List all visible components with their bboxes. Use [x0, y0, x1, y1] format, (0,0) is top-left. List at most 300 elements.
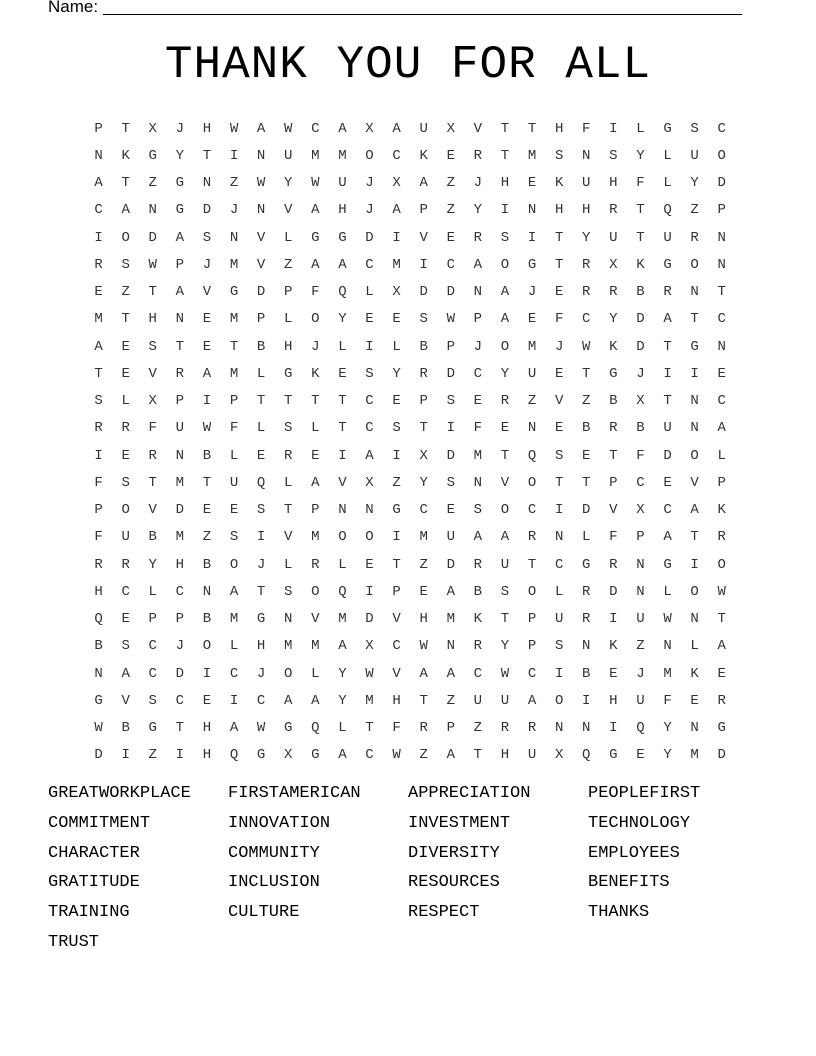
grid-letter: S	[419, 311, 428, 328]
grid-letter: I	[609, 720, 618, 737]
grid-letter: Z	[202, 529, 212, 546]
grid-row	[85, 306, 736, 333]
grid-letter: N	[663, 638, 672, 655]
grid-letter: T	[554, 229, 564, 246]
grid-letter: J	[256, 665, 266, 682]
grid-letter: N	[284, 611, 293, 628]
grid-letter: B	[582, 420, 591, 437]
grid-letter: M	[338, 147, 347, 164]
grid-letter: C	[554, 556, 564, 573]
grid-letter: V	[284, 529, 293, 546]
grid-letter: T	[419, 692, 428, 709]
grid-letter: N	[636, 556, 645, 573]
grid-letter: D	[365, 611, 374, 628]
grid-letter: T	[121, 175, 130, 192]
grid-letter: P	[311, 502, 320, 519]
grid-letter: V	[609, 502, 618, 519]
grid-letter: C	[636, 474, 645, 491]
grid-letter: W	[500, 665, 510, 682]
grid-letter: Q	[527, 447, 537, 464]
grid-letter: Z	[419, 556, 428, 573]
grid-letter: A	[311, 474, 320, 491]
grid-letter: V	[256, 256, 266, 273]
grid-row	[85, 197, 736, 224]
grid-letter: C	[392, 147, 401, 164]
grid-letter: F	[392, 720, 401, 737]
grid-row	[85, 224, 736, 251]
grid-letter: G	[311, 747, 320, 764]
grid-letter: T	[663, 393, 672, 410]
grid-letter: O	[311, 583, 320, 600]
grid-letter: O	[554, 692, 564, 709]
grid-letter: J	[473, 338, 483, 355]
grid-letter: P	[392, 583, 401, 600]
grid-letter: R	[148, 447, 157, 464]
grid-letter: L	[338, 338, 347, 355]
grid-letter: N	[527, 420, 537, 437]
grid-letter: V	[311, 611, 320, 628]
grid-letter: B	[148, 529, 157, 546]
grid-letter: R	[717, 692, 726, 709]
grid-letter: A	[311, 692, 320, 709]
grid-letter: M	[284, 638, 293, 655]
grid-letter: U	[338, 175, 347, 192]
grid-letter: C	[175, 692, 185, 709]
grid-letter: C	[365, 747, 374, 764]
grid-letter: S	[392, 420, 401, 437]
grid-letter: F	[554, 311, 564, 328]
grid-letter: W	[202, 420, 212, 437]
grid-letter: S	[284, 420, 293, 437]
grid-letter: N	[473, 474, 483, 491]
grid-letter: Y	[582, 229, 591, 246]
grid-letter: E	[256, 447, 266, 464]
grid-letter: I	[419, 256, 428, 273]
grid-letter: O	[500, 338, 510, 355]
grid-letter: C	[473, 365, 483, 382]
grid-letter: A	[284, 692, 293, 709]
grid-letter: S	[554, 638, 564, 655]
grid-letter: T	[554, 474, 564, 491]
grid-letter: G	[527, 256, 537, 273]
grid-letter: Q	[663, 202, 672, 219]
grid-letter: C	[311, 120, 320, 137]
grid-letter: O	[365, 147, 374, 164]
grid-letter: V	[500, 474, 510, 491]
grid-letter: N	[446, 638, 455, 655]
grid-letter: X	[636, 393, 645, 410]
grid-letter: T	[121, 120, 130, 137]
grid-letter: K	[473, 611, 483, 628]
grid-letter: U	[609, 229, 618, 246]
grid-letter: E	[690, 692, 699, 709]
grid-letter: I	[500, 202, 510, 219]
word-bank-item: GREATWORKPLACE	[48, 784, 191, 803]
grid-letter: O	[338, 529, 347, 546]
grid-letter: A	[121, 665, 130, 682]
grid-letter: Y	[284, 175, 293, 192]
grid-letter: S	[284, 583, 293, 600]
grid-letter: N	[338, 502, 347, 519]
grid-letter: H	[202, 747, 212, 764]
grid-row	[85, 497, 736, 524]
grid-letter: F	[94, 529, 103, 546]
grid-letter: C	[256, 692, 266, 709]
word-bank-item: INCLUSION	[228, 873, 320, 893]
letter-grid	[85, 115, 736, 769]
grid-letter: A	[392, 202, 401, 219]
grid-letter: E	[500, 420, 510, 437]
grid-letter: D	[175, 665, 185, 682]
grid-letter: B	[582, 665, 591, 682]
grid-letter: O	[121, 502, 130, 519]
grid-letter: E	[717, 365, 726, 382]
grid-letter: G	[148, 720, 157, 737]
grid-letter: U	[527, 747, 537, 764]
grid-letter: L	[663, 175, 672, 192]
grid-letter: U	[636, 692, 645, 709]
grid-letter: W	[392, 747, 401, 764]
grid-letter: Y	[609, 311, 618, 328]
grid-letter: B	[94, 638, 103, 655]
grid-letter: P	[94, 502, 103, 519]
grid-letter: A	[419, 175, 428, 192]
grid-letter: C	[229, 665, 239, 682]
grid-letter: N	[256, 202, 266, 219]
grid-letter: S	[148, 338, 157, 355]
grid-letter: T	[175, 720, 185, 737]
grid-letter: E	[473, 393, 483, 410]
grid-letter: A	[94, 175, 103, 192]
grid-letter: V	[690, 474, 699, 491]
grid-letter: S	[365, 365, 374, 382]
grid-letter: K	[311, 365, 320, 382]
grid-letter: D	[717, 175, 726, 192]
grid-letter: T	[582, 474, 591, 491]
grid-row	[85, 606, 736, 633]
grid-letter: Y	[148, 556, 157, 573]
grid-letter: D	[256, 284, 266, 301]
word-bank-item: PEOPLEFIRST	[588, 784, 701, 803]
word-bank-item: APPRECIATION	[408, 784, 531, 803]
grid-letter: T	[609, 447, 618, 464]
grid-letter: X	[365, 120, 374, 137]
grid-letter: L	[284, 556, 293, 573]
grid-letter: L	[365, 284, 374, 301]
grid-row	[85, 415, 736, 442]
grid-letter: A	[175, 229, 185, 246]
grid-letter: P	[446, 338, 455, 355]
grid-letter: L	[338, 720, 347, 737]
grid-letter: A	[338, 256, 347, 273]
grid-letter: Y	[338, 311, 347, 328]
grid-letter: D	[94, 747, 103, 764]
grid-letter: Y	[338, 692, 347, 709]
grid-letter: A	[663, 529, 672, 546]
grid-letter: R	[500, 393, 510, 410]
grid-letter: E	[717, 665, 726, 682]
grid-letter: K	[554, 175, 564, 192]
word-bank-item: TECHNOLOGY	[588, 813, 691, 833]
grid-letter: P	[256, 311, 266, 328]
grid-letter: S	[121, 638, 130, 655]
word-bank-item: DIVERSITY	[408, 843, 500, 863]
grid-letter: U	[419, 120, 428, 137]
grid-letter: I	[392, 529, 401, 546]
grid-letter: D	[609, 583, 618, 600]
grid-letter: T	[202, 474, 212, 491]
grid-letter: E	[554, 365, 564, 382]
grid-letter: K	[690, 665, 699, 682]
word-bank	[48, 782, 768, 961]
grid-letter: C	[148, 665, 157, 682]
grid-letter: R	[527, 720, 537, 737]
grid-letter: R	[473, 638, 483, 655]
puzzle-title: THANK YOU FOR ALL	[164, 39, 652, 91]
grid-letter: H	[284, 338, 293, 355]
grid-letter: E	[94, 284, 103, 301]
grid-letter: J	[365, 202, 374, 219]
grid-letter: U	[527, 365, 537, 382]
grid-letter: W	[256, 175, 266, 192]
grid-letter: C	[717, 311, 726, 328]
grid-row	[85, 715, 736, 742]
grid-letter: J	[527, 284, 537, 301]
grid-letter: M	[419, 529, 428, 546]
grid-letter: Z	[148, 747, 157, 764]
grid-letter: E	[663, 474, 672, 491]
grid-letter: X	[148, 393, 157, 410]
grid-letter: U	[663, 420, 672, 437]
grid-letter: M	[311, 147, 320, 164]
word-bank-item: COMMITMENT	[48, 813, 151, 833]
grid-row	[85, 115, 736, 142]
grid-row	[85, 578, 736, 605]
grid-letter: R	[121, 556, 130, 573]
grid-letter: N	[202, 583, 212, 600]
grid-letter: Q	[94, 611, 103, 628]
grid-letter: R	[311, 556, 320, 573]
grid-letter: D	[582, 502, 591, 519]
grid-letter: A	[256, 120, 266, 137]
word-bank-item: EMPLOYEES	[588, 843, 680, 863]
grid-letter: E	[311, 447, 320, 464]
grid-letter: Q	[338, 583, 347, 600]
grid-letter: I	[609, 611, 618, 628]
grid-row	[85, 633, 736, 660]
grid-letter: G	[94, 692, 103, 709]
grid-letter: C	[392, 638, 401, 655]
grid-letter: C	[717, 120, 726, 137]
grid-letter: F	[473, 420, 483, 437]
grid-letter: I	[94, 447, 103, 464]
grid-letter: E	[392, 393, 401, 410]
grid-letter: I	[690, 556, 699, 573]
grid-letter: K	[636, 256, 645, 273]
grid-letter: U	[690, 147, 699, 164]
grid-letter: B	[636, 284, 645, 301]
word-bank-item: GRATITUDE	[48, 873, 140, 893]
grid-letter: D	[202, 202, 212, 219]
grid-letter: H	[609, 175, 618, 192]
grid-letter: Z	[392, 474, 401, 491]
grid-letter: E	[121, 447, 130, 464]
grid-letter: G	[175, 175, 185, 192]
grid-letter: J	[311, 338, 320, 355]
grid-letter: Q	[582, 747, 591, 764]
grid-letter: L	[121, 393, 130, 410]
grid-letter: M	[527, 147, 537, 164]
grid-letter: X	[636, 502, 645, 519]
grid-row	[85, 388, 736, 415]
grid-letter: R	[582, 611, 591, 628]
grid-letter: M	[311, 638, 320, 655]
grid-letter: M	[311, 529, 320, 546]
grid-letter: J	[636, 365, 645, 382]
grid-letter: P	[148, 611, 157, 628]
grid-letter: A	[717, 638, 726, 655]
grid-letter: U	[582, 175, 591, 192]
grid-row	[85, 279, 736, 306]
grid-letter: E	[419, 583, 428, 600]
grid-letter: U	[663, 229, 672, 246]
grid-letter: R	[582, 256, 591, 273]
grid-letter: T	[527, 556, 537, 573]
grid-letter: D	[663, 447, 672, 464]
word-bank-item: BENEFITS	[588, 873, 670, 893]
grid-letter: O	[690, 447, 699, 464]
grid-letter: A	[473, 256, 483, 273]
word-bank-item: CULTURE	[228, 903, 300, 923]
grid-letter: J	[365, 175, 374, 192]
grid-letter: C	[121, 583, 130, 600]
grid-letter: T	[717, 284, 726, 301]
grid-letter: P	[419, 393, 428, 410]
grid-letter: O	[284, 665, 293, 682]
grid-letter: T	[94, 365, 103, 382]
grid-letter: I	[202, 665, 212, 682]
grid-letter: N	[365, 502, 374, 519]
grid-letter: Q	[229, 747, 239, 764]
grid-letter: L	[663, 147, 672, 164]
name-field-row	[48, 0, 742, 17]
grid-row	[85, 251, 736, 278]
grid-letter: H	[554, 202, 564, 219]
grid-letter: V	[473, 120, 483, 137]
grid-letter: C	[365, 256, 374, 273]
grid-letter: E	[609, 665, 618, 682]
grid-letter: D	[365, 229, 374, 246]
grid-letter: W	[663, 611, 672, 628]
grid-letter: A	[311, 256, 320, 273]
grid-letter: W	[419, 638, 428, 655]
grid-letter: N	[690, 611, 699, 628]
grid-letter: C	[582, 311, 591, 328]
grid-letter: A	[338, 638, 347, 655]
grid-letter: S	[446, 393, 455, 410]
grid-letter: V	[392, 665, 401, 682]
grid-letter: S	[229, 529, 239, 546]
grid-letter: E	[554, 420, 564, 437]
grid-letter: S	[690, 120, 699, 137]
grid-letter: G	[609, 365, 618, 382]
grid-letter: X	[365, 474, 374, 491]
word-bank-item: RESOURCES	[408, 873, 500, 893]
grid-letter: A	[446, 583, 455, 600]
grid-letter: L	[284, 311, 293, 328]
grid-letter: M	[473, 447, 483, 464]
grid-letter: Y	[338, 665, 347, 682]
grid-letter: A	[311, 202, 320, 219]
grid-letter: C	[148, 638, 157, 655]
grid-letter: B	[202, 447, 212, 464]
grid-letter: I	[229, 147, 239, 164]
grid-letter: G	[175, 202, 185, 219]
grid-letter: N	[256, 147, 266, 164]
grid-letter: W	[446, 311, 455, 328]
grid-letter: R	[94, 420, 103, 437]
grid-letter: N	[229, 229, 239, 246]
grid-letter: L	[311, 420, 320, 437]
grid-letter: T	[284, 502, 293, 519]
grid-letter: B	[121, 720, 130, 737]
grid-letter: R	[582, 284, 591, 301]
grid-letter: P	[419, 202, 428, 219]
grid-letter: L	[284, 229, 293, 246]
grid-letter: L	[636, 120, 645, 137]
grid-letter: T	[175, 338, 185, 355]
grid-letter: A	[663, 311, 672, 328]
grid-letter: L	[229, 638, 239, 655]
grid-letter: N	[175, 447, 185, 464]
grid-letter: F	[636, 447, 645, 464]
grid-letter: T	[690, 311, 699, 328]
grid-letter: M	[229, 256, 239, 273]
grid-letter: A	[338, 747, 347, 764]
word-bank-item: FIRSTAMERICAN	[228, 784, 361, 803]
word-bank-item: INNOVATION	[228, 813, 331, 833]
grid-letter: B	[202, 611, 212, 628]
grid-letter: U	[500, 692, 510, 709]
grid-letter: S	[121, 256, 130, 273]
grid-letter: N	[94, 147, 103, 164]
grid-letter: M	[365, 692, 374, 709]
grid-letter: N	[473, 284, 483, 301]
grid-letter: A	[690, 502, 699, 519]
grid-letter: I	[582, 692, 591, 709]
grid-letter: L	[663, 583, 672, 600]
grid-letter: P	[175, 256, 185, 273]
grid-letter: V	[256, 229, 266, 246]
grid-letter: T	[690, 529, 699, 546]
grid-letter: J	[636, 665, 645, 682]
grid-letter: I	[554, 665, 564, 682]
grid-letter: C	[419, 502, 428, 519]
grid-letter: G	[582, 556, 591, 573]
grid-letter: G	[338, 229, 347, 246]
grid-letter: Z	[419, 747, 428, 764]
grid-letter: S	[609, 147, 618, 164]
grid-letter: R	[94, 556, 103, 573]
grid-letter: W	[717, 583, 726, 600]
grid-letter: H	[94, 583, 103, 600]
grid-letter: J	[202, 256, 212, 273]
grid-letter: H	[148, 311, 157, 328]
grid-letter: A	[500, 311, 510, 328]
grid-letter: P	[446, 720, 455, 737]
grid-letter: T	[636, 202, 645, 219]
grid-letter: C	[365, 393, 374, 410]
